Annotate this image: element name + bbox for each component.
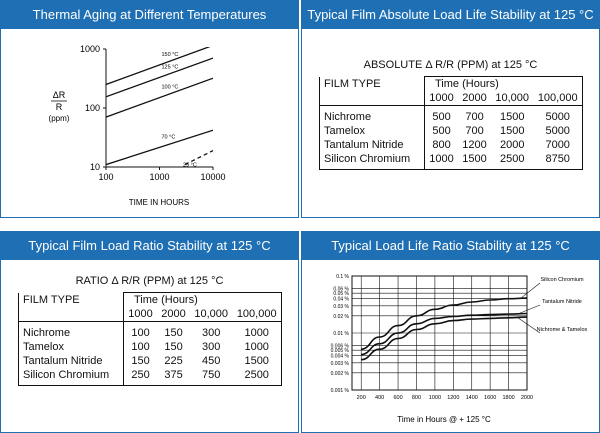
table-cell: 2500: [491, 152, 533, 170]
x-tick-label: 1200: [447, 395, 460, 401]
x-axis-label: Time in Hours @ + 125 °C: [397, 415, 491, 424]
y-tick-label: 0.001 %: [330, 388, 349, 394]
ratio-table-caption: RATIO Δ R/R (PPM) at 125 °C: [75, 275, 224, 287]
label-leader-line: [521, 283, 540, 298]
series-line: [361, 317, 527, 360]
y-tick-label: 0.05 %: [333, 291, 349, 298]
table-cell: 450: [202, 355, 221, 367]
time-column-header: 1000: [124, 307, 158, 322]
table-cell: 100: [124, 340, 158, 354]
x-tick-label: 1800: [502, 395, 515, 401]
x-tick-label: 1600: [484, 395, 497, 401]
time-column-header: 2000: [458, 91, 491, 106]
table-cell: 100: [124, 322, 158, 341]
ratio-stability-panel: [0, 231, 299, 433]
table-cell: 2000: [499, 139, 525, 151]
film-name: Silicon Chromium: [19, 368, 124, 386]
load-life-ratio-chart: [302, 260, 599, 432]
table-cell: 250: [124, 368, 158, 386]
table-cell: 225: [164, 355, 183, 367]
table-cell: 1500: [499, 111, 525, 123]
table-cell: 1200: [462, 139, 487, 151]
y-tick-label: 0.003 %: [330, 360, 349, 367]
time-hours-header: Time (Hours): [124, 293, 282, 308]
x-axis-label: TIME IN HOURS: [128, 198, 190, 207]
x-tick-label: 600: [393, 395, 403, 401]
thermal-aging-title: Thermal Aging at Different Temperatures: [1, 1, 298, 29]
x-tick-label: 1400: [465, 395, 478, 401]
y-tick-label: 0.03 %: [333, 303, 349, 310]
table-cell: 300: [202, 327, 221, 339]
film-name: Nichrome: [19, 322, 124, 341]
series-line: [106, 130, 213, 164]
film-name: Silicon Chromium: [320, 152, 425, 170]
table-cell: 150: [124, 354, 158, 368]
y-tick-label: 0.04 %: [333, 296, 349, 303]
film-type-header: FILM TYPE: [19, 293, 124, 322]
label-leader-line: [519, 305, 540, 313]
table-cell: 1000: [232, 322, 281, 341]
film-name: Tantalum Nitride: [320, 138, 425, 152]
series-label: 70 °C: [161, 134, 176, 141]
time-hours-header: Time (Hours): [425, 77, 583, 92]
thermal-aging-panel: [0, 0, 299, 218]
y-tick-label: 10: [89, 162, 100, 172]
series-label: Silicon Chromium: [540, 277, 584, 283]
table-row: [320, 138, 583, 152]
table-cell: 1000: [232, 340, 281, 354]
series-label: Nichrome & Tamelox: [536, 327, 588, 333]
series-label: 25 °C: [183, 162, 197, 169]
series-label: 125 °C: [161, 64, 179, 71]
load-life-ratio-title: Typical Load Life Ratio Stability at 125 °C: [302, 232, 599, 260]
table-row: [19, 368, 282, 386]
film-name: Tamelox: [320, 124, 425, 138]
table-cell: 500: [425, 124, 459, 138]
time-column-header: 1000: [425, 91, 459, 106]
x-tick-label: 400: [375, 395, 385, 401]
x-tick-label: 1000: [428, 395, 442, 401]
thermal-aging-chart: [1, 29, 298, 217]
y-tick-label: 0.005 %: [330, 348, 349, 355]
table-cell: 1500: [232, 354, 281, 368]
table-cell: 500: [425, 106, 459, 125]
x-tick-label: 1000: [149, 172, 170, 182]
table-cell: 700: [465, 111, 484, 123]
film-name: Tantalum Nitride: [19, 354, 124, 368]
series-line: [106, 78, 213, 117]
table-row: [19, 322, 282, 341]
x-tick-label: 200: [356, 395, 366, 401]
x-tick-label: 100: [98, 172, 114, 182]
table-cell: 1000: [425, 152, 459, 170]
table-cell: 800: [425, 138, 459, 152]
series-line: [106, 58, 213, 97]
x-tick-label: 2000: [520, 395, 534, 401]
table-row: [19, 340, 282, 354]
series-label: 100 °C: [161, 84, 179, 91]
table-cell: 750: [190, 368, 232, 386]
series-label: 150 °C: [161, 51, 179, 58]
table-cell: 300: [202, 341, 221, 353]
table-header-row: [19, 293, 282, 308]
table-row: [19, 354, 282, 368]
ratio-stability-table: [18, 292, 282, 386]
table-cell: 7000: [533, 138, 582, 152]
y-tick-label: 0.01 %: [333, 331, 349, 337]
film-type-header: FILM TYPE: [320, 77, 425, 106]
time-column-header: 100,000: [533, 91, 582, 106]
series-label: Tantalum Nitride: [542, 299, 582, 305]
table-row: [320, 124, 583, 138]
y-tick-label: 0.006 %: [330, 343, 349, 350]
y-label-r: R: [55, 102, 63, 112]
y-tick-label: 0.1 %: [336, 274, 349, 280]
table-cell: 150: [164, 327, 183, 339]
table-cell: 1500: [458, 152, 491, 170]
absolute-stability-panel: [301, 0, 600, 218]
time-column-header: 2000: [157, 307, 190, 322]
table-cell: 2500: [232, 368, 281, 386]
table-cell: 5000: [533, 124, 582, 138]
load-life-ratio-panel: [301, 231, 600, 433]
table-cell: 5000: [533, 106, 582, 125]
table-header-row: [320, 77, 583, 92]
y-tick-label: 1000: [79, 44, 100, 54]
y-label-unit: (ppm): [48, 114, 70, 123]
y-tick-label: 0.004 %: [330, 353, 349, 360]
y-tick-label: 0.06 %: [333, 286, 349, 293]
series-line: [106, 45, 213, 84]
absolute-stability-title: Typical Film Absolute Load Life Stability at 125 °C: [302, 1, 599, 29]
table-row: [320, 106, 583, 125]
time-column-header: 10,000: [491, 91, 533, 106]
absolute-stability-table: [319, 76, 583, 170]
ratio-stability-title: Typical Film Load Ratio Stability at 125 °C: [1, 232, 298, 260]
y-tick-label: 100: [84, 103, 100, 113]
table-cell: 700: [465, 125, 484, 137]
y-tick-label: 0.02 %: [333, 313, 349, 320]
absolute-table-caption: ABSOLUTE Δ R/R (PPM) at 125 °C: [363, 59, 538, 71]
table-row: [320, 152, 583, 170]
film-name: Nichrome: [320, 106, 425, 125]
y-label-delta-r: ΔR: [52, 90, 66, 100]
table-cell: 150: [164, 341, 183, 353]
x-tick-label: 10000: [200, 172, 226, 182]
table-cell: 8750: [533, 152, 582, 170]
y-tick-label: 0.002 %: [330, 370, 349, 377]
table-cell: 375: [157, 368, 190, 386]
time-column-header: 10,000: [190, 307, 232, 322]
table-cell: 1500: [499, 125, 525, 137]
film-name: Tamelox: [19, 340, 124, 354]
time-column-header: 100,000: [232, 307, 281, 322]
x-tick-label: 800: [411, 395, 422, 401]
